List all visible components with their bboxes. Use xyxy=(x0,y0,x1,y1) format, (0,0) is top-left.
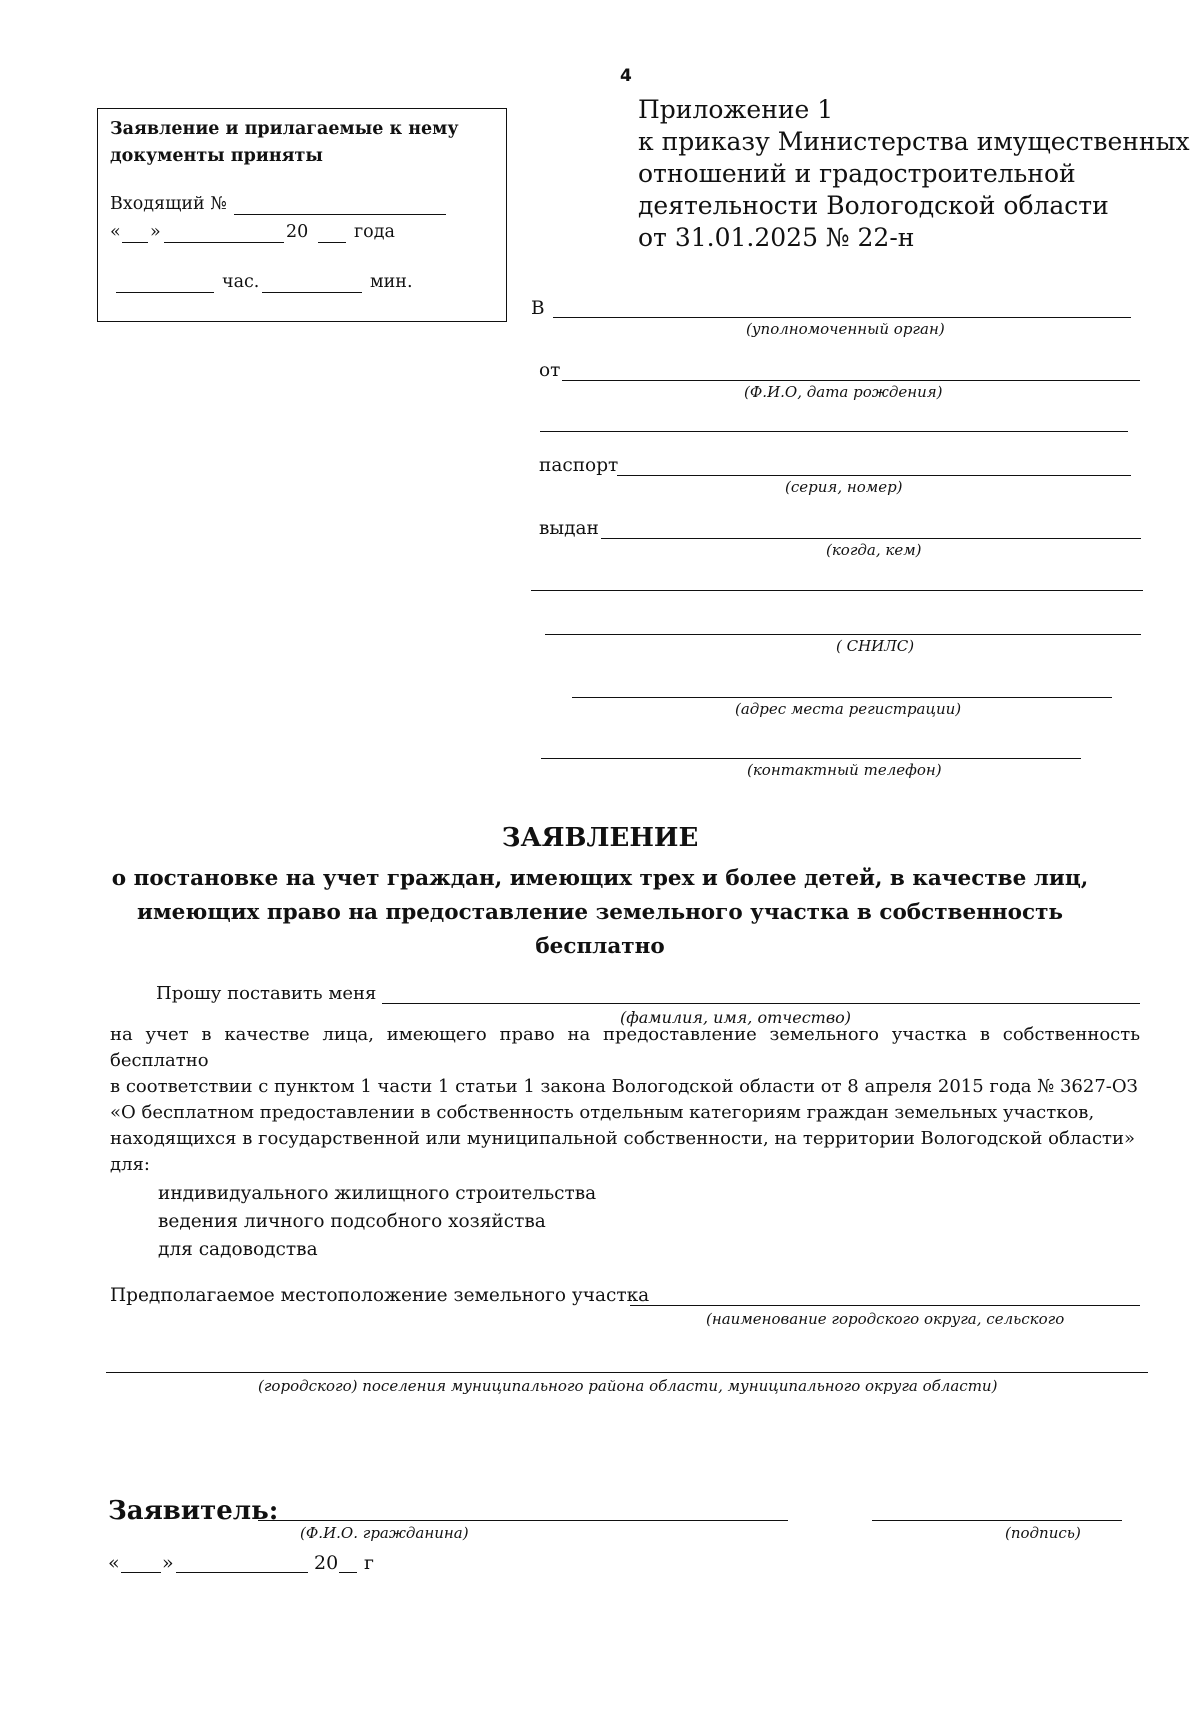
snils-caption: ( СНИЛС) xyxy=(836,637,915,655)
appendix-header xyxy=(638,94,1190,254)
authority-field[interactable] xyxy=(553,317,1131,318)
paragraph-line: на учет в качестве лица, имеющего право на предоставление земельного участка в собственность бесплатно xyxy=(110,1024,1140,1071)
subtitle-line: бесплатно xyxy=(535,934,665,959)
location-label: Предполагаемое местоположение земельного участка xyxy=(110,1285,650,1306)
stamp-year-prefix: 20 xyxy=(286,222,309,242)
applicant-name-field[interactable] xyxy=(562,380,1140,381)
document-title: ЗАЯВЛЕНИЕ xyxy=(501,823,699,853)
location-extra-field[interactable] xyxy=(106,1372,1148,1373)
purpose-list xyxy=(158,1180,596,1264)
snils-field[interactable] xyxy=(545,634,1141,635)
passport-field[interactable] xyxy=(617,475,1131,476)
subtitle-line: о постановке на учет граждан, имеющих трех и более детей, в качестве лиц, xyxy=(111,866,1089,891)
paragraph-line: «О бесплатном предоставлении в собственность отдельным категориям граждан земельных участков, xyxy=(110,1102,1095,1123)
paragraph-line: находящихся в государственной или муниципальной собственности, на территории Вологодской области» xyxy=(110,1128,1136,1149)
signature-field[interactable] xyxy=(872,1520,1122,1521)
page-number: 4 xyxy=(620,66,632,86)
applicant-extra-field[interactable] xyxy=(540,431,1128,432)
subtitle-line: имеющих право на предоставление земельного участка в собственность xyxy=(137,900,1063,925)
stamp-minutes-field[interactable] xyxy=(262,292,362,293)
list-item[interactable]: индивидуального жилищного строительства xyxy=(158,1183,597,1204)
appendix-line: к приказу Министерства имущественных xyxy=(638,127,1190,156)
appendix-line: от 31.01.2025 № 22-н xyxy=(638,223,915,252)
issued-field[interactable] xyxy=(601,538,1141,539)
sign-day-field[interactable] xyxy=(121,1572,161,1573)
passport-label: паспорт xyxy=(539,455,619,476)
request-paragraph xyxy=(110,1022,1140,1178)
stamp-year-suffix: года xyxy=(354,222,395,242)
applicant-fio-field[interactable] xyxy=(258,1520,788,1521)
issued-caption: (когда, кем) xyxy=(826,541,922,559)
sign-date-close-quote: » xyxy=(162,1552,174,1574)
sign-year-prefix: 20 xyxy=(314,1552,339,1574)
request-name-caption: (фамилия, имя, отчество) xyxy=(620,1008,852,1027)
stamp-year-field[interactable] xyxy=(318,242,346,243)
from-label: от xyxy=(539,360,561,381)
paragraph-line: в соответствии с пунктом 1 части 1 статьи 1 закона Вологодской области от 8 апреля 2015 года № 3627-ОЗ xyxy=(110,1076,1138,1097)
list-item[interactable]: для садоводства xyxy=(158,1239,318,1260)
signature-caption: (подпись) xyxy=(1005,1524,1081,1542)
appendix-line: деятельности Вологодской области xyxy=(638,191,1109,220)
stamp-date-close-quote: » xyxy=(150,222,161,242)
stamp-month-field[interactable] xyxy=(164,242,284,243)
sign-month-field[interactable] xyxy=(176,1572,308,1573)
to-label: В xyxy=(531,298,545,319)
sign-year-field[interactable] xyxy=(339,1572,357,1573)
appendix-line: Приложение 1 xyxy=(638,95,834,124)
issued-label: выдан xyxy=(539,518,599,539)
stamp-minutes-label: мин. xyxy=(370,272,413,292)
stamp-day-field[interactable] xyxy=(122,242,148,243)
location-field[interactable] xyxy=(630,1305,1140,1306)
address-caption: (адрес места регистрации) xyxy=(735,700,962,718)
applicant-label: Заявитель: xyxy=(108,1496,279,1526)
stamp-hours-field[interactable] xyxy=(116,292,214,293)
address-field[interactable] xyxy=(572,697,1112,698)
sign-year-suffix: г xyxy=(364,1552,374,1574)
applicant-name-caption: (Ф.И.О, дата рождения) xyxy=(744,383,943,401)
document-subtitle xyxy=(0,862,1200,964)
passport-caption: (серия, номер) xyxy=(785,478,903,496)
request-label: Прошу поставить меня xyxy=(156,983,377,1004)
sign-date-open-quote: « xyxy=(108,1552,120,1574)
appendix-line: отношений и градостроительной xyxy=(638,159,1076,188)
issued-extra-field[interactable] xyxy=(531,590,1143,591)
stamp-date-open-quote: « xyxy=(110,222,121,242)
request-name-field[interactable] xyxy=(382,1003,1140,1004)
applicant-fio-caption: (Ф.И.О. гражданина) xyxy=(300,1524,469,1542)
incoming-number-field[interactable] xyxy=(234,214,446,215)
location-caption: (наименование городского округа, сельского xyxy=(706,1310,1065,1328)
paragraph-line: для: xyxy=(110,1154,150,1175)
location-caption-continued: (городского) поселения муниципального района области, муниципального округа области) xyxy=(258,1377,998,1395)
stamp-hours-label: час. xyxy=(222,272,260,292)
incoming-number-label: Входящий № xyxy=(110,194,227,214)
phone-field[interactable] xyxy=(541,758,1081,759)
list-item[interactable]: ведения личного подсобного хозяйства xyxy=(158,1211,546,1232)
authority-caption: (уполномоченный орган) xyxy=(746,320,945,338)
stamp-title: Заявление и прилагаемые к нему документы приняты xyxy=(110,119,459,166)
phone-caption: (контактный телефон) xyxy=(747,761,942,779)
